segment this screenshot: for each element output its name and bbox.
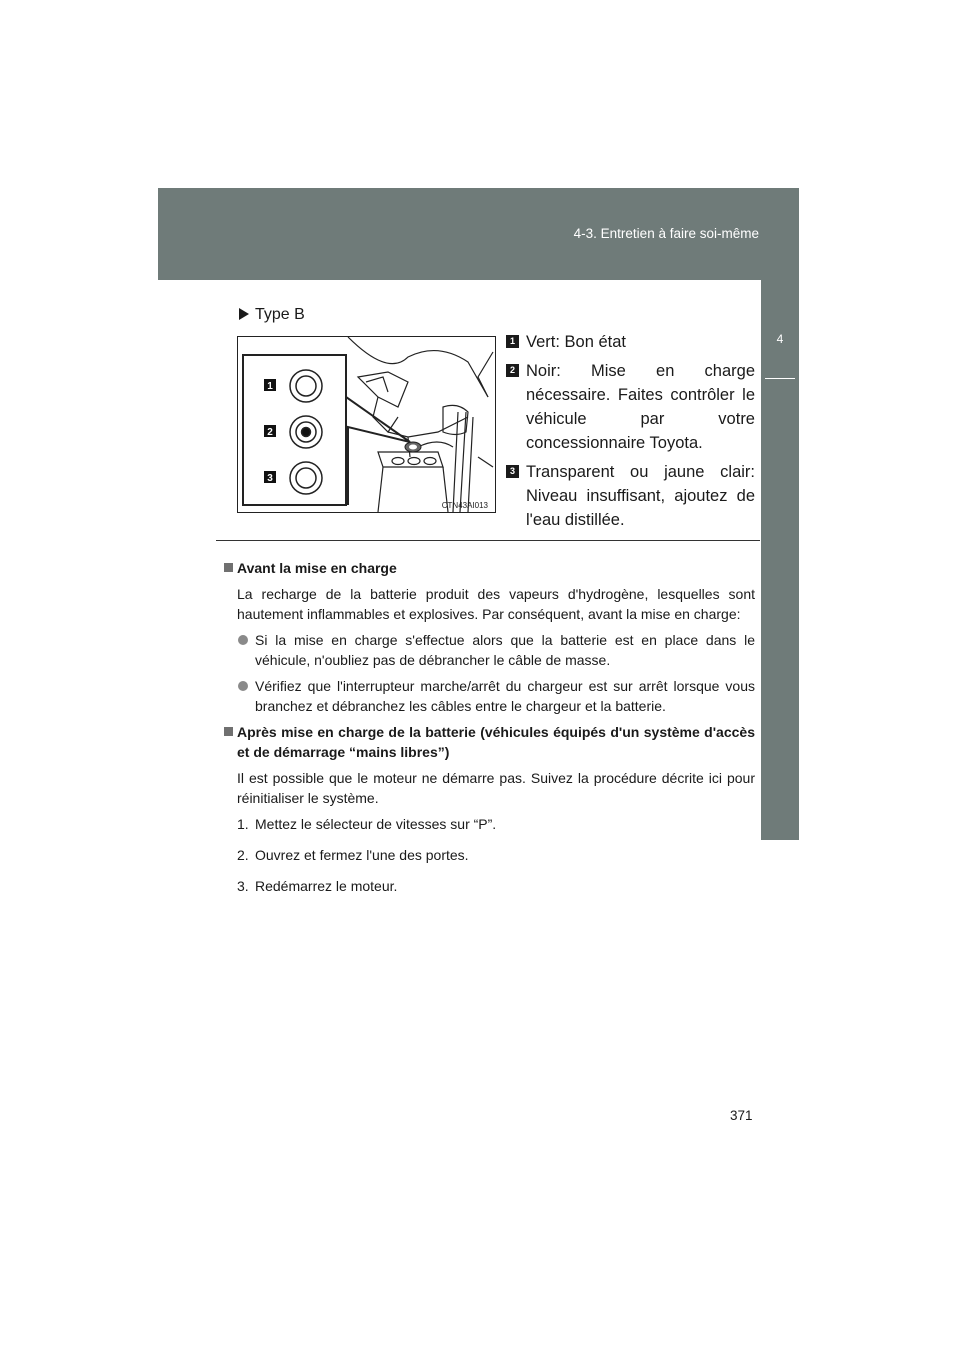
chapter-number: 4 xyxy=(776,332,784,346)
legend-item xyxy=(506,460,755,532)
figure-legend xyxy=(506,330,755,537)
note-intro-apres: Il est possible que le moteur ne démarre pas. Suivez la procédure décrite ici pour réinitialiser le système. xyxy=(237,770,755,806)
section-title: 4-3. Entretien à faire soi-même xyxy=(573,226,759,241)
note-title-apres: Après mise en charge de la batterie (véhicules équipés d'un système d'accès et de démarrage “mains libres”) xyxy=(237,724,755,760)
section-divider xyxy=(216,540,760,541)
legend-item xyxy=(506,330,755,354)
step-text: Redémarrez le moteur. xyxy=(255,878,398,894)
header-band xyxy=(158,188,799,280)
note-heading-apres xyxy=(224,722,755,762)
battery-indicator-illustration xyxy=(237,336,496,513)
marker-2-label: 2 xyxy=(267,427,273,438)
step-number: 1. xyxy=(237,816,249,832)
legend-text-1: Vert: Bon état xyxy=(526,333,626,351)
square-bullet-icon xyxy=(224,727,233,736)
list-item xyxy=(224,630,755,670)
note-title-avant: Avant la mise en charge xyxy=(237,560,397,576)
note-heading-avant xyxy=(224,558,755,578)
square-bullet-icon xyxy=(224,563,233,572)
step-text: Ouvrez et fermez l'une des portes. xyxy=(255,847,469,863)
tab-divider xyxy=(765,378,795,379)
marker-1-label: 1 xyxy=(267,381,273,392)
marker-3-label: 3 xyxy=(267,473,273,484)
circle-bullet-icon xyxy=(238,681,248,691)
chapter-side-tab xyxy=(761,280,799,1096)
legend-badge-2: 2 xyxy=(506,364,519,377)
bullet-text: Vérifiez que l'interrupteur marche/arrêt du chargeur est sur arrêt lorsque vous branchez et débranchez les câbles entre le chargeur et la batterie. xyxy=(255,678,755,714)
circle-bullet-icon xyxy=(238,635,248,645)
figure-code: CTN43AI013 xyxy=(441,501,488,510)
step-number: 2. xyxy=(237,847,249,863)
notes-section xyxy=(224,558,755,907)
legend-badge-3: 3 xyxy=(506,465,519,478)
chapter-title: Entretien et soin xyxy=(773,1004,787,1096)
step-number: 3. xyxy=(237,878,249,894)
bullet-text: Si la mise en charge s'effectue alors que la batterie est en place dans le véhicule, n'oubliez pas de débrancher le câble de masse. xyxy=(255,632,755,668)
note-intro-avant: La recharge de la batterie produit des vapeurs d'hydrogène, lesquelles sont hautement inflammables et explosives. Par conséquent, avant la mise en charge: xyxy=(237,586,755,622)
triangle-bullet-icon xyxy=(239,308,249,320)
page-number: 371 xyxy=(730,1108,753,1123)
type-label xyxy=(239,306,305,324)
type-label-text: Type B xyxy=(255,306,305,323)
step-text: Mettez le sélecteur de vitesses sur “P”. xyxy=(255,816,497,832)
legend-text-3: Transparent ou jaune clair: Niveau insuffisant, ajoutez de l'eau distillée. xyxy=(526,463,755,529)
step-item xyxy=(224,814,755,834)
battery-illustration-svg xyxy=(238,337,495,512)
step-item xyxy=(224,845,755,865)
step-item xyxy=(224,876,755,896)
legend-item xyxy=(506,359,755,455)
list-item xyxy=(224,676,755,716)
legend-text-2: Noir: Mise en charge nécessaire. Faites contrôler le véhicule par votre concessionnaire Toyota. xyxy=(526,362,755,452)
legend-badge-1: 1 xyxy=(506,335,519,348)
